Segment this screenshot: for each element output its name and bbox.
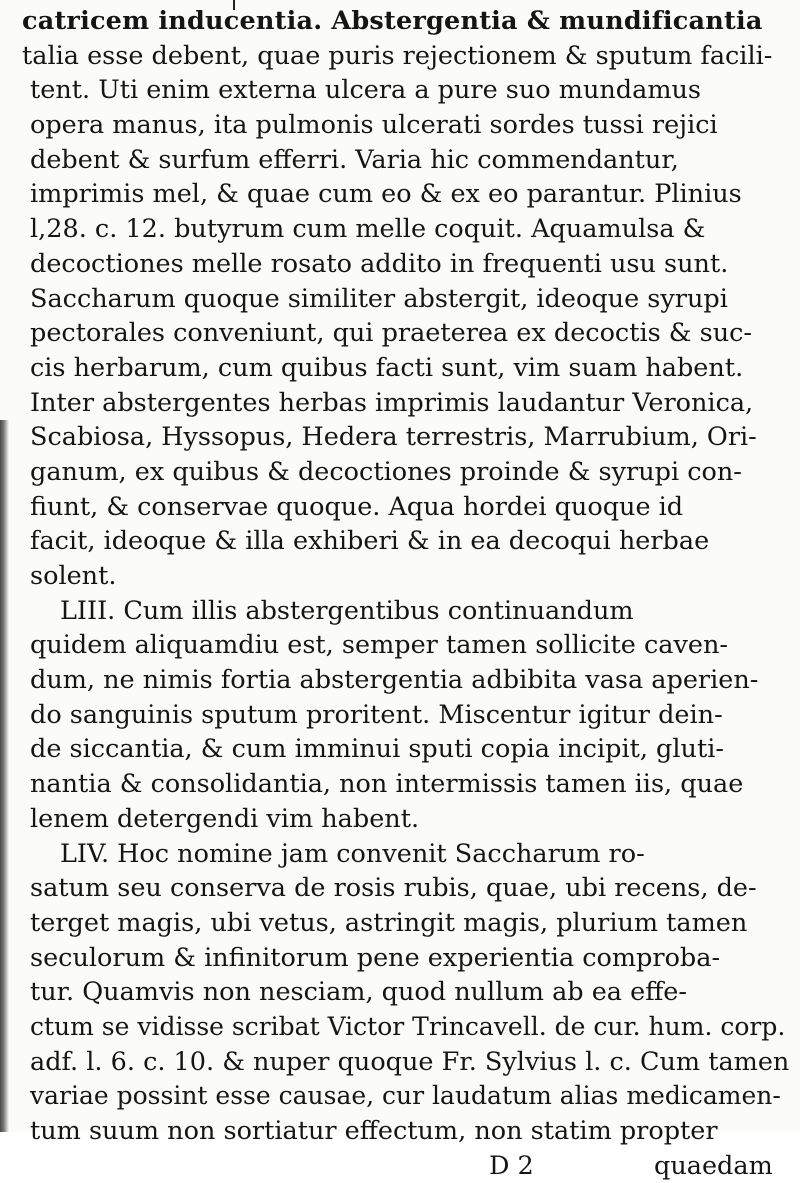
text-line: l,28. c. 12. butyrum cum melle coquit. Aquamulsa & [30,214,706,245]
page-body-text [22,4,797,1183]
section-heading-line: LIII. Cum illis abstergentibus continuandum [60,595,634,626]
text-line: ganum, ex quibus & decoctiones proinde & syrupi con- [30,456,742,487]
catchword: quaedam [654,1150,773,1181]
text-line: opera manus, ita pulmonis ulcerati sordes tussi rejici [30,110,718,141]
text-line: Inter abstergentes herbas imprimis laudantur Veronica, [30,387,754,418]
text-line: adf. l. 6. c. 10. & nuper quoque Fr. Sylvius l. c. Cum tamen [30,1046,790,1077]
text-line: ctum se vidisse scribat Victor Trincavell. de cur. hum. corp. [30,1011,786,1041]
text-line: facit, ideoque & illa exhiberi & in ea decoqui herbae [30,526,710,557]
footer-line [22,1149,797,1183]
text-line: satum seu conserva de rosis rubis, quae, ubi recens, de- [30,873,757,904]
text-line: terget magis, ubi vetus, astringit magis, plurium tamen [30,907,748,938]
section-heading-line: LIV. Hoc nomine jam convenit Saccharum ro- [60,838,645,869]
text-line: tur. Quamvis non nesciam, quod nullum ab ea effe- [30,977,688,1008]
page-edge-shadow [0,420,9,1132]
text-line: dum, ne nimis fortia abstergentia adbibita vasa aperien- [30,665,759,696]
text-line: seculorum & infinitorum pene experientia comproba- [30,942,721,973]
text-line: quidem aliquamdiu est, semper tamen sollicite caven- [30,630,729,661]
text-line: pectorales conveniunt, qui praeterea ex decoctis & suc- [30,318,753,349]
text-line: catricem inducentia. Abstergentia & mundificantia [22,6,763,36]
text-line: fiunt, & conservae quoque. Aqua hordei quoque id [30,491,684,522]
signature-mark: D 2 [489,1150,534,1181]
text-line: cis herbarum, cum quibus facti sunt, vim suam habent. [30,352,744,383]
text-line: lenem detergendi vim habent. [30,803,420,834]
text-line: debent & surfum efferri. Varia hic commendantur, [30,144,679,175]
text-line: do sanguinis sputum proritent. Miscentur igitur dein- [30,699,723,730]
text-line: nantia & consolidantia, non intermissis tamen iis, quae [30,769,744,800]
text-line: tum suum non sortiatur effectum, non statim propter [30,1116,718,1146]
text-line: imprimis mel, & quae cum eo & ex eo parantur. Plinius [30,179,742,210]
text-line: talia esse debent, quae puris rejectionem & sputum facili- [22,40,773,71]
text-line: Saccharum quoque similiter abstergit, ideoque syrupi [30,283,728,314]
text-line: de siccantia, & cum imminui sputi copia incipit, gluti- [30,734,724,765]
text-line: tent. Uti enim externa ulcera a pure suo mundamus [30,75,702,106]
text-line: variae possint esse causae, cur laudatum alias medicamen- [30,1081,781,1111]
text-line: solent. [30,561,117,591]
text-line: decoctiones melle rosato addito in frequenti usu sunt. [30,248,729,279]
text-line: Scabiosa, Hyssopus, Hedera terrestris, Marrubium, Ori- [30,422,757,453]
